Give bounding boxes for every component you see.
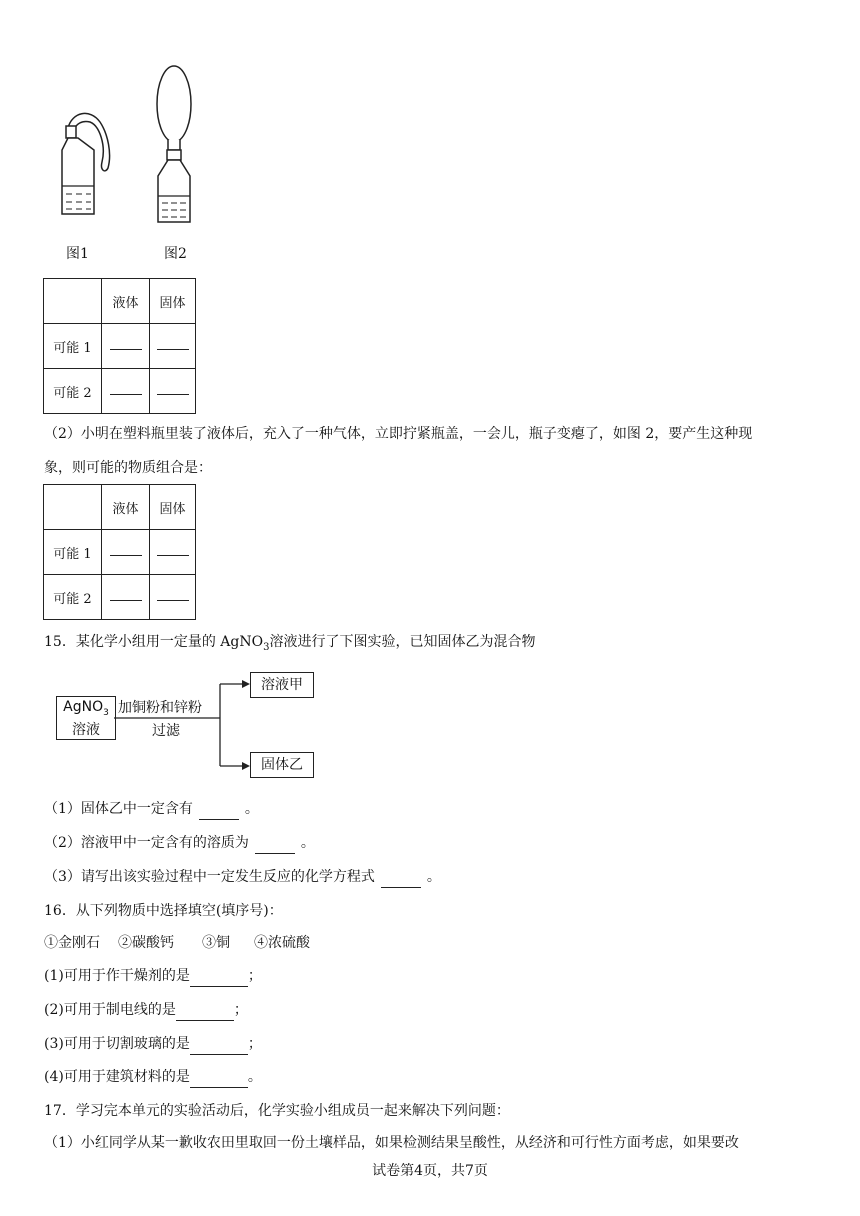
answer-table-2 — [43, 484, 196, 620]
flow-output-solid: 固体乙 — [250, 752, 314, 778]
flow-start-box: AgNO$_3$ 溶液 — [56, 696, 116, 740]
q15-part1: （1）固体乙中一定含有 。 — [44, 799, 259, 820]
q14-part2-line1: （2）小明在塑料瓶里装了液体后，充入了一种气体，立即拧紧瓶盖，一会儿，瓶子变瘪了，如图 2，要产生这种现 — [44, 426, 753, 442]
answer-blank[interactable] — [157, 590, 189, 601]
blank-cell[interactable] — [102, 369, 150, 414]
figure-1-bottle — [50, 110, 120, 220]
answer-blank[interactable] — [157, 339, 189, 350]
q15-intro: 15．某化学小组用一定量的 AgNO$_3$溶液进行了下图实验，已知固体乙为混合物 — [44, 634, 536, 653]
table-header-cell: 固体 — [150, 279, 196, 324]
row-label: 可能 2 — [44, 369, 102, 414]
blank-cell[interactable] — [102, 530, 150, 575]
q14-part2-line2: 象，则可能的物质组合是： — [44, 460, 212, 476]
table-row — [44, 530, 196, 575]
answer-table-1 — [43, 278, 196, 414]
flow-arrow-label-top: 加铜粉和锌粉 — [118, 700, 202, 716]
table-row — [44, 575, 196, 620]
q16-intro: 16．从下列物质中选择填空(填序号)： — [44, 903, 283, 919]
answer-blank[interactable] — [110, 545, 142, 556]
figure-2-bottle-balloon — [150, 64, 200, 224]
answer-blank[interactable] — [176, 1000, 234, 1021]
blank-cell[interactable] — [102, 575, 150, 620]
option-item: ④浓硫酸 — [254, 935, 310, 951]
q16-item-1: (1)可用于作干燥剂的是 ； — [44, 966, 262, 987]
option-item: ③铜 — [202, 935, 230, 951]
figure-1-caption: 图1 — [66, 246, 89, 262]
answer-blank[interactable] — [110, 384, 142, 395]
blank-cell[interactable] — [102, 324, 150, 369]
q16-options — [44, 933, 310, 953]
table-header-cell — [44, 279, 102, 324]
answer-blank[interactable] — [157, 545, 189, 556]
figure-2-caption: 图2 — [164, 246, 187, 262]
flow-output-solution: 溶液甲 — [250, 672, 314, 698]
answer-blank[interactable] — [190, 1067, 248, 1088]
answer-blank[interactable] — [190, 966, 248, 987]
blank-cell[interactable] — [150, 324, 196, 369]
row-label: 可能 1 — [44, 324, 102, 369]
q17-intro: 17．学习完本单元的实验活动后，化学实验小组成员一起来解决下列问题： — [44, 1103, 510, 1119]
answer-blank[interactable] — [255, 833, 295, 854]
option-item: ①金刚石 — [44, 935, 100, 951]
answer-blank[interactable] — [157, 384, 189, 395]
row-label: 可能 2 — [44, 575, 102, 620]
table-header-cell: 液体 — [102, 279, 150, 324]
q16-item-3: (3)可用于切割玻璃的是 ； — [44, 1034, 262, 1055]
q16-item-4: (4)可用于建筑材料的是 。 — [44, 1067, 262, 1088]
blank-cell[interactable] — [150, 530, 196, 575]
blank-cell[interactable] — [150, 369, 196, 414]
page-footer: 试卷第4页，共7页 — [372, 1163, 488, 1179]
row-label: 可能 1 — [44, 530, 102, 575]
answer-blank[interactable] — [110, 590, 142, 601]
table-header-cell — [44, 485, 102, 530]
table-row — [44, 324, 196, 369]
blank-cell[interactable] — [150, 575, 196, 620]
table-header-cell: 液体 — [102, 485, 150, 530]
table-header-cell: 固体 — [150, 485, 196, 530]
answer-blank[interactable] — [190, 1034, 248, 1055]
q15-part3: （3）请写出该实验过程中一定发生反应的化学方程式 。 — [44, 867, 441, 888]
table-row — [44, 369, 196, 414]
answer-blank[interactable] — [110, 339, 142, 350]
q17-part1: （1）小红同学从某一歉收农田里取回一份土壤样品，如果检测结果呈酸性，从经济和可行性方面考虑，如果要改 — [44, 1135, 739, 1151]
option-item: ②碳酸钙 — [118, 935, 174, 951]
q15-part2: （2）溶液甲中一定含有的溶质为 。 — [44, 833, 315, 854]
answer-blank[interactable] — [381, 867, 421, 888]
q16-item-2: (2)可用于制电线的是 ； — [44, 1000, 248, 1021]
answer-blank[interactable] — [199, 799, 239, 820]
flow-arrows — [114, 672, 254, 782]
flow-arrow-label-bottom: 过滤 — [152, 723, 180, 739]
